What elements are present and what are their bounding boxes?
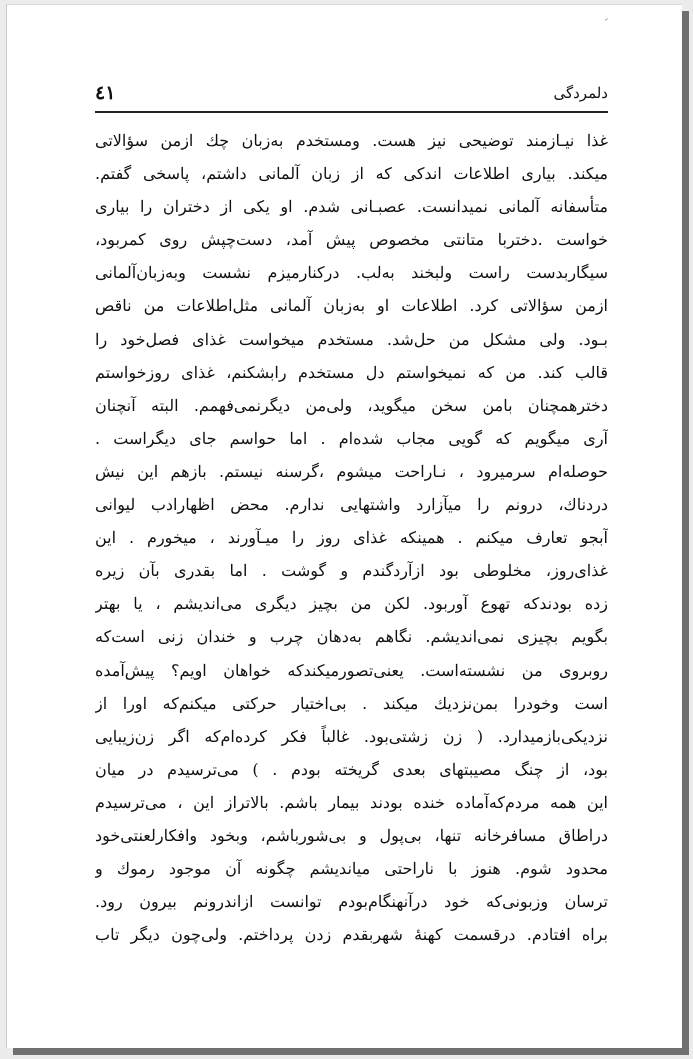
- text-line: ازمن سؤالاتی کرد. اطلاعات او به‌زبان آلمانی مثل‌اطلاعات من ناقص: [95, 296, 608, 316]
- page-header: [95, 84, 608, 110]
- text-line: آری میگویم که گویی مجاب شده‌ام . اما حواسم جای دیگراست .: [95, 428, 608, 448]
- text-line: دخترهمچنان بامن سخن میگوید، ولی‌من دیگرنمی‌فهمم. البته آنچنان: [95, 395, 608, 415]
- text-line: بـود. ولی مشکل من حل‌شد. مستخدم میخواست غذای فصل‌خود را: [95, 329, 608, 349]
- text-line: دردناك، درونم را میآزارد واشتهایی ندارم. محض اظهارادب لیوانی: [95, 495, 608, 515]
- header-rule: [95, 111, 608, 113]
- text-line: بود، از چنگ مصیبتهای بعدی گریخته بودم . ) می‌ترسیدم در میان: [95, 759, 608, 779]
- text-line: بگویم بچیزی نمی‌اندیشم. نگاهم به‌دهان چرب و خندان زنی است‌که: [95, 627, 608, 647]
- running-title: دلمردگی: [553, 84, 608, 102]
- text-line: است وخودرا بمن‌نزدیك میکند . بی‌اختیار حرکتی میکنم‌که اورا از: [95, 693, 608, 713]
- page-number: ٤١: [95, 82, 116, 104]
- text-line: قالب کند. من که نمیخواستم دل مستخدم رابشکنم، غذای روزخواستم: [95, 362, 608, 382]
- text-line: دراطاق مسافرخانه تنها، بی‌پول و بی‌شورباشم، وبخود وافکارلعنتی‌خود: [95, 825, 608, 845]
- text-line: این همه مردم‌که‌آماده خنده بودند بیمار باشم. بالاتراز این ، می‌ترسیدم: [95, 792, 608, 812]
- body-text: [95, 124, 608, 951]
- text-line: ترسان وزبونی‌که خود درآنهنگام‌بودم توانست ازاندرونم بیرون رود.: [95, 892, 608, 912]
- text-line: سیگاربدست راست ولبخند به‌لب. درکنارمیزم نشست وبه‌زبان‌آلمانی: [95, 263, 608, 283]
- page-speck: [605, 18, 608, 21]
- text-line: براه افتادم. درقسمت کهنهٔ شهربقدم زدن پرداختم. ولی‌چون دیگر تاب: [95, 925, 608, 945]
- text-line: نزدیکی‌بازمیدارد. ( زن زشتی‌بود. غالباً فکر کرده‌ام‌که اگر زن‌زیبایی: [95, 726, 608, 746]
- text-line: متأسفانه آلمانی نمیدانست. عصبـانی شدم. او یکی از دختران را بیاری: [95, 197, 608, 217]
- text-line: غذای‌روز، مخلوطی بود ازآردگندم و گوشت . اما بقدری بآن زیره: [95, 561, 608, 581]
- text-line: آبجو تعارف میکنم . همینکه غذای روز را میـآورند ، میخورم . این: [95, 528, 608, 548]
- text-line: محدود شوم. هنوز با ناراحتی میاندیشم چگونه آن موجود رموك و: [95, 859, 608, 879]
- text-line: روبروی من نشسته‌است. یعنی‌تصورمیکندکه خواهان اویم؟ پیش‌آمده: [95, 660, 608, 680]
- text-line: حوصله‌ام سرمیرود ، نـاراحت میشوم ،گرسنه نیستم. بازهم این نیش: [95, 461, 608, 481]
- text-line: غذا نیـازمند توضیحی نیز هست. ومستخدم به‌زبان چك ازمن سؤالاتی: [95, 131, 608, 150]
- text-line: زده بودندکه تهوع آوربود. لکن من بچیز دیگری می‌اندیشم ، یا بهتر: [95, 594, 608, 614]
- text-line: میکند. بیاری اطلاعات اندکی که از زبان آلمانی داشتم، پاسخی گفتم.: [95, 164, 608, 184]
- text-line: خواست .دختربا متانتی مخصوص پیش آمد، دست‌چپش روی کمربود،: [95, 230, 608, 250]
